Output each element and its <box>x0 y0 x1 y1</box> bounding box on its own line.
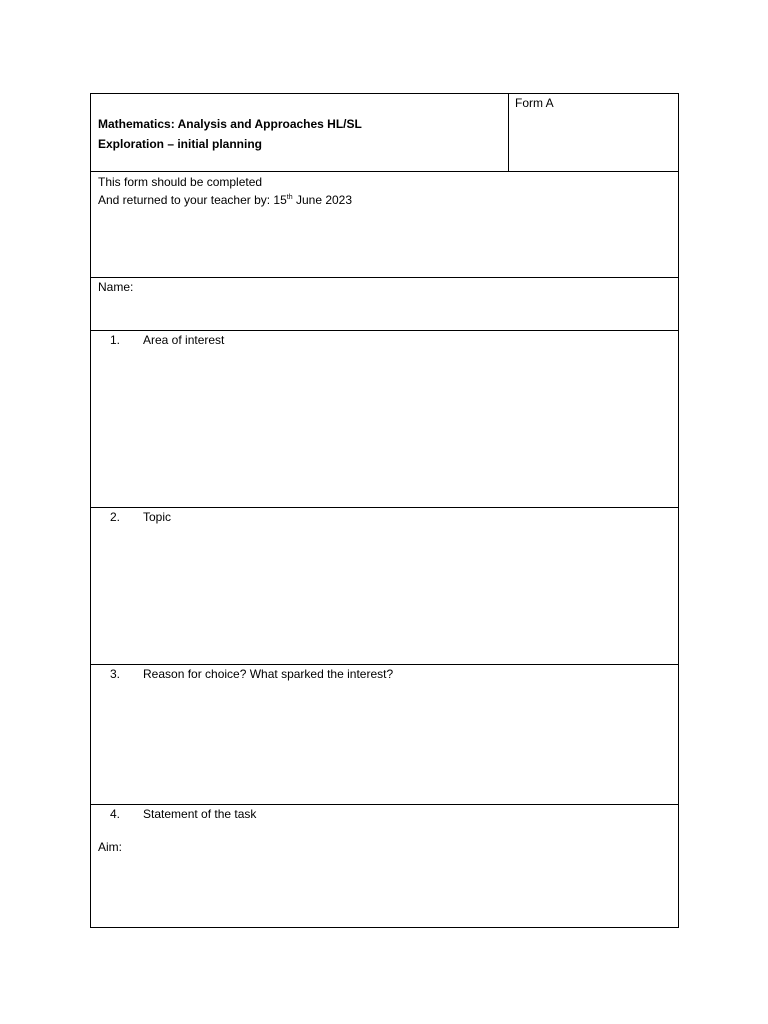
question-row-3 <box>91 665 679 805</box>
statement-of-task-field[interactable] <box>91 805 679 928</box>
question-label: Reason for choice? What sparked the interest? <box>143 667 394 681</box>
question-number: 2. <box>109 510 120 524</box>
reason-for-choice-field[interactable] <box>91 665 679 805</box>
question-row-4 <box>91 805 679 928</box>
question-number: 4. <box>109 807 120 821</box>
form-title: Mathematics: Analysis and Approaches HL/SL <box>98 117 362 131</box>
question-heading <box>91 806 678 823</box>
question-row-1 <box>91 331 679 508</box>
name-field[interactable] <box>91 278 679 331</box>
question-heading <box>91 509 678 526</box>
form-id-cell <box>509 94 679 172</box>
question-number: 3. <box>109 667 120 681</box>
question-label: Statement of the task <box>143 807 257 821</box>
deadline-cell <box>91 172 679 278</box>
area-of-interest-field[interactable] <box>91 331 679 508</box>
question-row-2 <box>91 508 679 665</box>
deadline-row <box>91 172 679 278</box>
deadline-date-month-year: June 2023 <box>292 193 353 207</box>
question-heading <box>91 332 678 349</box>
question-heading <box>91 666 678 683</box>
deadline-date-line <box>98 191 678 209</box>
deadline-date-prefix: And returned to your teacher by: 15 <box>98 193 287 207</box>
title-cell <box>91 94 509 172</box>
name-label: Name: <box>98 280 134 294</box>
topic-field[interactable] <box>91 508 679 665</box>
form-subtitle: Exploration – initial planning <box>98 137 263 151</box>
planning-form-table <box>90 93 679 928</box>
question-number: 1. <box>109 333 120 347</box>
form-id-label: Form A <box>515 96 554 110</box>
question-label: Topic <box>143 510 172 524</box>
header-row <box>91 94 679 172</box>
aim-label: Aim: <box>98 840 122 854</box>
name-row <box>91 278 679 331</box>
deadline-date-suffix-sup: th <box>286 194 293 201</box>
deadline-instruction: This form should be completed <box>98 175 263 189</box>
question-label: Area of interest <box>143 333 225 347</box>
